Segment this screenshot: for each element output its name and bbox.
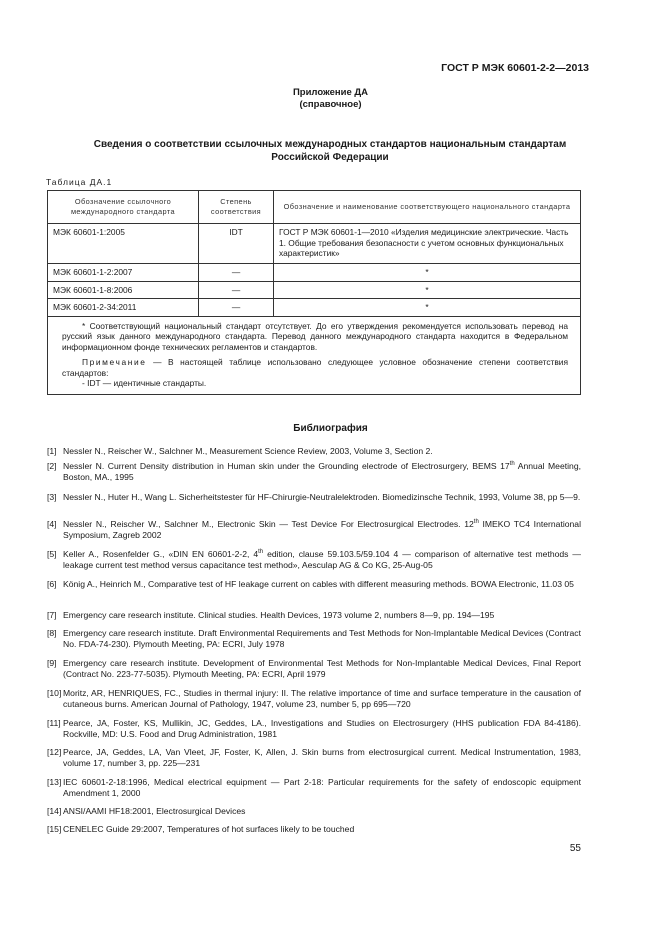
bib-text: ANSI/AAMI HF18:2001, Electrosurgical Devices [63, 806, 246, 816]
bib-item [47, 777, 581, 799]
table-cell-national: * [274, 281, 581, 299]
table-cell-national: ГОСТ Р МЭК 60601-1—2010 «Изделия медицинские электрические. Часть 1. Общие требования безопасности с учетом основных функциональных характеристик» [274, 224, 581, 264]
bib-text: Pearce, JA, Foster, KS, Mullikin, JC, Geddes, LA., Investigations and Studies on Electrosurgery (HHS publication FDA 84-4186). Rockville, MD: U.S. Food and Drug Administration, 1981 [63, 718, 581, 739]
bib-number: [12] [47, 747, 62, 757]
bib-item [47, 579, 581, 590]
bib-text: Nessler N. Current Density distribution in Human skin under the Grounding electrode of Electrosurgery, BEMS 17th Annual Meeting, Boston, MA., 1995 [63, 461, 581, 482]
table-header-row [48, 191, 581, 224]
table-cell-national: * [274, 264, 581, 282]
table-cell-standard: МЭК 60601-2-34:2011 [48, 299, 199, 317]
table-cell-degree: — [199, 281, 274, 299]
note-text: — В настоящей таблице использовано следующее условное обозначение степени соответствия стандартов: [62, 357, 569, 378]
bib-item [47, 446, 581, 457]
bib-item [47, 461, 581, 483]
section-title [46, 138, 614, 164]
bib-item [47, 824, 581, 835]
bib-number: [15] [47, 824, 62, 834]
bibliography-list [47, 446, 581, 836]
table-cell-degree: — [199, 264, 274, 282]
table-notes-row [48, 316, 581, 394]
note-label: Примечание [82, 357, 147, 367]
table-cell-degree: IDT [199, 224, 274, 264]
bib-text: Emergency care research institute. Clinical studies. Health Devices, 1973 volume 2, numbers 8—9, pp. 194—195 [63, 610, 495, 620]
bib-number: [6] [47, 579, 57, 589]
appendix-heading [0, 87, 661, 111]
table-notes [48, 316, 581, 394]
bib-text: Nessler N., Huter H., Wang L. Sicherheitstester für HF-Chirurgie-Neutralelektroden. Biomedizinsche Technik, 1993, Volume 38, pp 5—9. [63, 492, 581, 502]
bib-text: Keller A., Rosenfelder G., «DIN EN 60601-2-2, 4th edition, clause 59.103.5/59.104 4 — comparison of alternative test methods — leakage current test method versus capacitance test method», Aesculap AG & Co KG, 25-Aug-05 [63, 549, 581, 570]
bib-number: [10] [47, 688, 62, 698]
bib-item [47, 718, 581, 740]
bib-number: [14] [47, 806, 62, 816]
document-id: ГОСТ Р МЭК 60601-2-2—2013 [441, 62, 589, 74]
table-cell-standard: МЭК 60601-1-8:2006 [48, 281, 199, 299]
table-header-cell: Обозначение и наименование соответствующего национального стандарта [274, 191, 581, 224]
section-title-line1: Сведения о соответствии ссылочных международных стандартов национальным стандартам [93, 139, 567, 150]
bib-item [47, 549, 581, 571]
bib-number: [13] [47, 777, 62, 787]
table-header-cell: Обозначение ссылочного международного стандарта [48, 191, 199, 224]
table-footnote: * Соответствующий национальный стандарт отсутствует. До его утверждения рекомендуется использовать перевод на русский язык данного международного стандарта. Перевод данного международного стандарта находится в Федеральном информационном фонде технических регламентов и стандартов. [62, 320, 568, 352]
bib-number: [9] [47, 658, 57, 668]
bib-item [47, 519, 581, 541]
bib-number: [5] [47, 549, 57, 559]
bib-number: [8] [47, 628, 57, 638]
bib-text: Nessler N., Reischer W., Salchner M., Measurement Science Review, 2003, Volume 3, Section 2. [63, 446, 433, 456]
note-item: - IDT — идентичные стандарты. [82, 378, 207, 388]
table-cell-national: * [274, 299, 581, 317]
table-cell-degree: — [199, 299, 274, 317]
bib-item [47, 806, 581, 817]
correspondence-table [47, 190, 581, 395]
bib-item [47, 610, 581, 621]
bib-item [47, 492, 581, 503]
bib-item [47, 628, 581, 650]
bib-item [47, 658, 581, 680]
bib-text: Emergency care research institute. Development of Environmental Test Methods for Non-Implantable Medical Devices, Final Report (Contract No. 223-77-5035). Plymouth Meeting, PA: ECRI, April 1979 [63, 658, 581, 679]
table-row [48, 299, 581, 317]
appendix-subtitle: (справочное) [299, 99, 362, 110]
bib-text: IEC 60601-2-18:1996, Medical electrical equipment — Part 2-18: Particular requirements for the safety of endoscopic equipment Amendment 1, 2000 [63, 777, 581, 798]
page-number: 55 [569, 843, 581, 854]
bib-text: Nessler N., Reischer W., Salchner M., Electronic Skin — Test Device For Electrosurgical Electrodes. 12th IMEKO TC4 International Symposium, Zagreb 2002 [63, 519, 581, 540]
table-row [48, 281, 581, 299]
table-row [48, 264, 581, 282]
bib-text: Pearce, JA, Geddes, LA, Van Vleet, JF, Foster, K, Allen, J. Skin burns from electrosurgical current. Medical Instrumentation, 1983, volume 17, number 3, pp. 225—231 [63, 747, 581, 768]
table-row [48, 224, 581, 264]
bib-item [47, 688, 581, 710]
bib-text: CENELEC Guide 29:2007, Temperatures of hot surfaces likely to be touched [63, 824, 355, 834]
bib-number: [7] [47, 610, 57, 620]
bib-number: [4] [47, 519, 57, 529]
table-cell-standard: МЭК 60601-1:2005 [48, 224, 199, 264]
bib-text: Emergency care research institute. Draft Environmental Requirements and Test Methods for Non-Implantable Medical Devices (Contract No. FDA-74-230). Plymouth Meeting, PA: ECRI, July 1978 [63, 628, 581, 649]
bib-number: [11] [47, 718, 61, 728]
table-label: Таблица ДА.1 [46, 177, 113, 187]
bib-item [47, 747, 581, 769]
table-cell-standard: МЭК 60601-1-2:2007 [48, 264, 199, 282]
appendix-title: Приложение ДА [292, 87, 369, 98]
bib-number: [3] [47, 492, 57, 502]
section-title-line2: Российской Федерации [271, 152, 389, 163]
bib-text: Moritz, AR, HENRIQUES, FC., Studies in thermal injury: II. The relative importance of time and surface temperature in the causation of cutaneous burns. American Journal of Pathology, 1947, volume 23, number 5, pp 695—720 [63, 688, 581, 709]
bib-number: [1] [47, 446, 57, 456]
table-note [62, 357, 568, 378]
table-header-cell: Степень соответствия [199, 191, 274, 224]
bib-text: König A., Heinrich M., Comparative test of HF leakage current on cables with different measuring methods. BOWA Electronic, 11.03 05 [63, 579, 574, 589]
bib-number: [2] [47, 461, 57, 471]
bibliography-title: Библиография [293, 423, 368, 434]
